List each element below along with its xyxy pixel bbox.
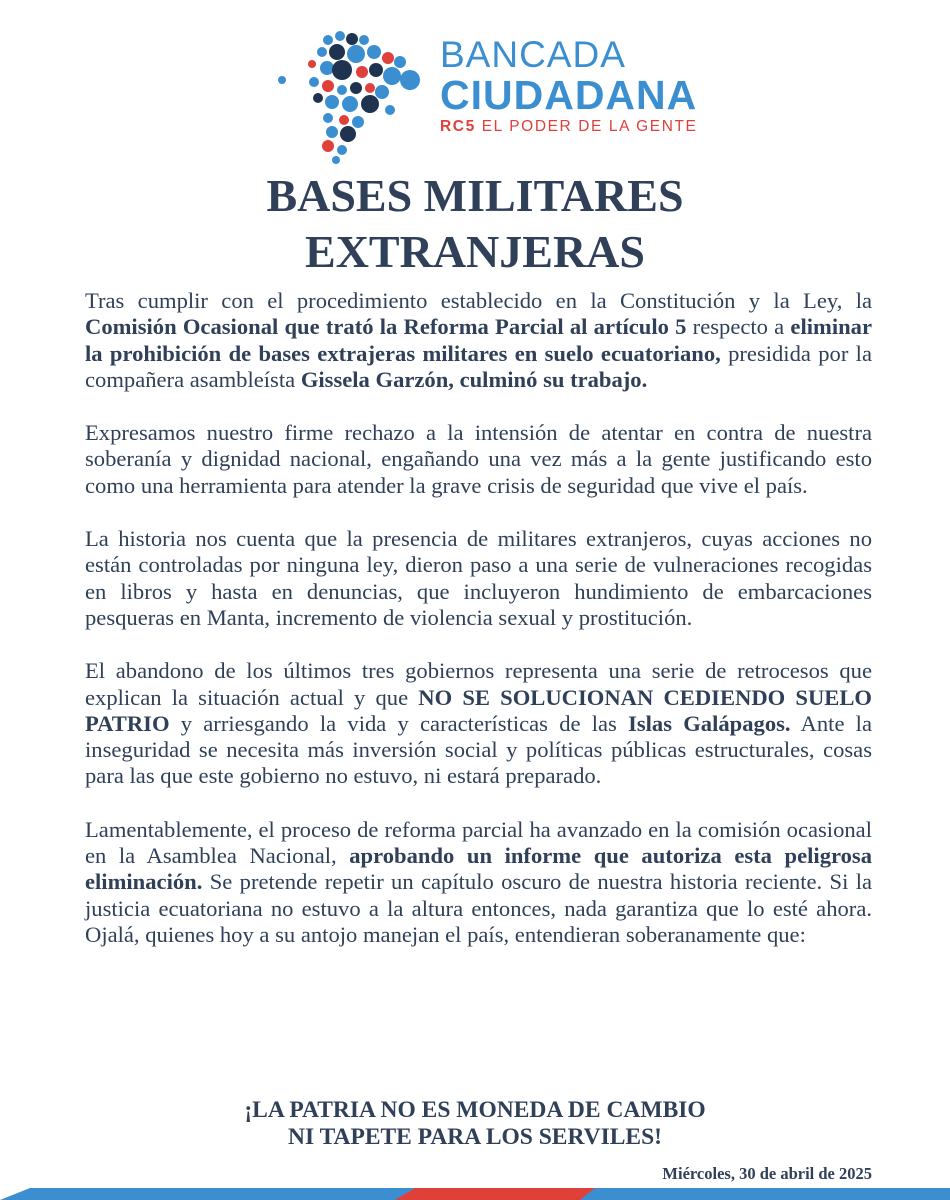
page-title	[0, 168, 950, 280]
statement-body	[85, 288, 872, 975]
logo-tagline	[440, 118, 698, 136]
p4-bold-suelo-patrio: NO SE SOLUCIONAN CEDIENDO SUELO PATRIO	[85, 684, 872, 736]
p4-text-a: El abandono de los últimos tres gobiernos representa una serie de retrocesos que explican la situación actual y que	[85, 658, 872, 710]
closing-line-1: ¡LA PATRIA NO ES MONEDA DE CAMBIO	[244, 1097, 706, 1123]
closing-slogan	[0, 1097, 950, 1151]
p1-text-e: presidida por la compañera asambleísta	[85, 340, 872, 392]
p5-text-a: Lamentablemente, el proceso de reforma parcial ha avanzado en la comisión ocasional en la Asamblea Nacional,	[85, 816, 872, 869]
p1-bold-commission: Comisión Ocasional que trató la Reforma Parcial al artículo 5	[85, 314, 687, 340]
logo-wordmark	[440, 36, 698, 136]
p1-text-c: respecto a	[686, 314, 791, 340]
bancada-ciudadana-logo-icon	[272, 30, 432, 165]
paragraph-3: La historia nos cuenta que la presencia de militares extranjeros, cuyas acciones no están controladas por ninguna ley, dieron paso a una serie de vulneraciones recogidas en libros y hasta en denuncias, que incluyeron hundimiento de embarcaciones pesqueras en Manta, incremento de violencia sexual y prostitución.	[85, 526, 872, 630]
p5-text-c: Se pretende repetir un capítulo oscuro de nuestra historia reciente. Si la justicia ecuatoriana no estuvo a la altura entonces, nada garantiza que lo esté ahora. Ojalá, quienes hoy a su antojo manejan el país, entendieran soberanamente que:	[85, 869, 872, 947]
paragraph-2: Expresamos nuestro firme rechazo a la intensión de atentar en contra de nuestra soberanía y dignidad nacional, engañando una vez más a la gente justificando esto como una herramienta para atender la grave crisis de seguridad que vive el país.	[85, 420, 872, 498]
p1-bold-garzon: Gissela Garzón, culminó su trabajo.	[300, 366, 648, 392]
footer-color-band	[0, 1184, 950, 1200]
logo-tag-code: RC5	[440, 118, 476, 135]
title-line-1: BASES MILITARES	[266, 170, 684, 221]
p1-bold-prohibition: eliminar la prohibición de bases extrajeras militares en suelo ecuatoriano,	[85, 314, 872, 366]
paragraph-4	[85, 658, 872, 789]
title-line-2: EXTRANJERAS	[305, 226, 645, 277]
paragraph-1	[85, 288, 872, 393]
logo-tag-text: EL PODER DE LA GENTE	[481, 118, 698, 135]
header	[0, 22, 950, 162]
logo-line-bancada: BANCADA	[440, 34, 626, 75]
paragraph-5	[85, 817, 872, 948]
logo-line-ciudadana: CIUDADANA	[440, 72, 698, 118]
p5-bold-informe: aprobando un informe que autoriza esta peligrosa eliminación.	[85, 843, 872, 895]
closing-line-2: NI TAPETE PARA LOS SERVILES!	[288, 1124, 662, 1150]
p4-text-e: Ante la inseguridad se necesita más inversión social y políticas públicas estructurales, cosas para las que este gobierno no estuvo, ni estará preparado.	[85, 710, 872, 789]
p4-text-c: y arriesgando la vida y características de las	[169, 710, 629, 736]
statement-date: Miércoles, 30 de abril de 2025	[662, 1164, 872, 1183]
p4-bold-galapagos: Islas Galápagos.	[628, 710, 791, 736]
p1-text-a: Tras cumplir con el procedimiento establecido en la Constitución y la Ley, la	[85, 288, 872, 313]
